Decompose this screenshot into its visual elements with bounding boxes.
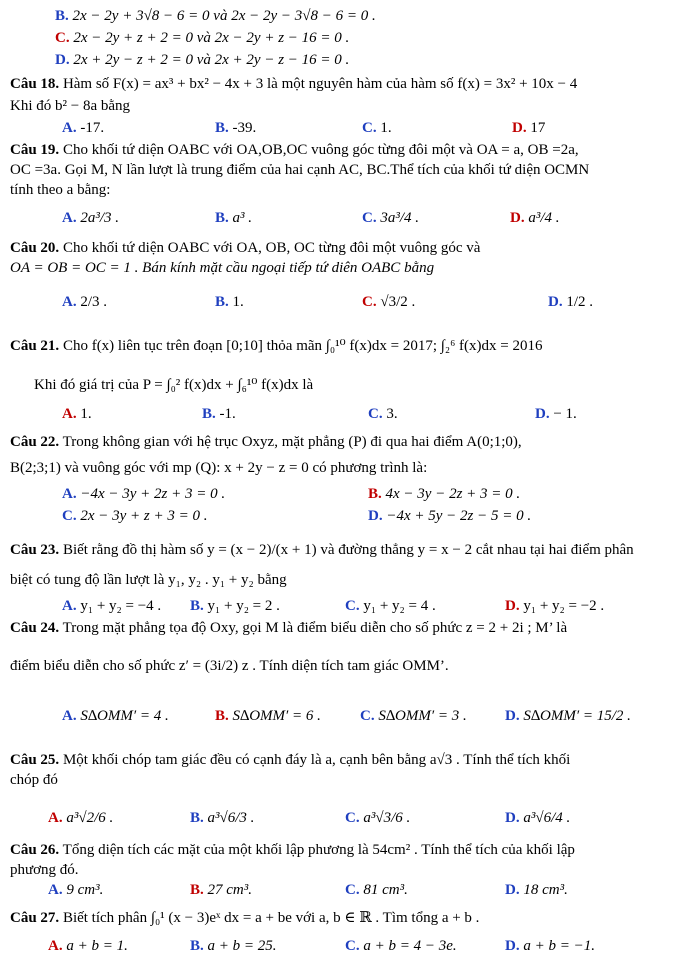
option-label: C. <box>360 708 375 724</box>
question-number: Câu 24. <box>10 620 60 636</box>
q24-option-b[interactable] <box>215 706 321 726</box>
question-number: Câu 20. <box>10 240 60 256</box>
q21-option-a[interactable] <box>62 404 92 424</box>
option-label: A. <box>62 486 77 502</box>
prev-option-c <box>55 28 349 48</box>
prev-option-d <box>55 50 349 70</box>
option-label: B. <box>190 938 204 954</box>
question-text: Cho f(x) liên tục trên đoạn [0;10] thỏa mãn ∫₀¹⁰ f(x)dx = 2017; ∫₂⁶ f(x)dx = 2016 <box>62 338 543 354</box>
option-label: C. <box>345 882 360 898</box>
option-label: C. <box>368 406 383 422</box>
option-text: a³√6/3 . <box>207 810 255 826</box>
q24-option-a[interactable] <box>62 706 169 726</box>
question-26 <box>10 840 575 860</box>
option-text: −4x + 5y − 2z − 5 = 0 . <box>386 508 532 524</box>
option-label: D. <box>535 406 550 422</box>
question-19-line2: OC =3a. Gọi M, N lần lượt là trung điểm của hai cạnh AC, BC.Thể tích của khối tứ diện OCMN <box>10 162 590 178</box>
option-text: 1/2 . <box>566 294 594 310</box>
option-label: B. <box>215 120 229 136</box>
question-24-line2: điểm biểu diễn cho số phức z′ = (3i/2) z . Tính diện tích tam giác OMM’. <box>10 658 449 674</box>
option-label: D. <box>505 598 520 614</box>
option-label: D. <box>368 508 383 524</box>
question-23-line2: biệt có tung độ lần lượt là y₁, y₂ . y₁ + y₂ bằng <box>10 572 287 588</box>
option-text: 3a³/4 . <box>380 210 420 226</box>
option-label: D. <box>55 52 70 68</box>
question-text: Tổng diện tích các mặt của một khối lập phương là 54cm² . Tính thể tích của khối lập <box>62 842 575 858</box>
option-text: S∆OMM′ = 15/2 . <box>523 708 631 724</box>
option-label: C. <box>345 938 360 954</box>
q19-option-a[interactable] <box>62 208 119 228</box>
option-text: a + b = 25. <box>207 938 277 954</box>
question-19-line3: tính theo a bằng: <box>10 182 111 198</box>
question-22 <box>10 432 522 452</box>
q27-option-a[interactable] <box>48 936 128 956</box>
option-text: a + b = 1. <box>66 938 128 954</box>
option-label: A. <box>62 210 77 226</box>
option-label: C. <box>362 120 377 136</box>
option-label: A. <box>62 294 77 310</box>
option-label: B. <box>190 810 204 826</box>
question-22-line2: B(2;3;1) và vuông góc với mp (Q): x + 2y − z = 0 có phương trình là: <box>10 460 428 476</box>
q26-option-c[interactable] <box>345 880 408 900</box>
option-label: B. <box>215 210 229 226</box>
q21-option-b[interactable] <box>202 404 236 424</box>
option-text: 27 cm³. <box>207 882 253 898</box>
question-text: Một khối chóp tam giác đều có cạnh đáy là a, cạnh bên bằng a√3 . Tính thể tích khối <box>62 752 571 768</box>
q22-option-d[interactable] <box>368 506 531 526</box>
option-text: y₁ + y₂ = −2 . <box>523 598 605 614</box>
option-label: A. <box>62 406 77 422</box>
option-label: B. <box>368 486 382 502</box>
question-18 <box>10 74 577 94</box>
option-text: y₁ + y₂ = 4 . <box>363 598 436 614</box>
option-label: D. <box>505 938 520 954</box>
option-label: B. <box>215 708 229 724</box>
option-text: a³√2/6 . <box>66 810 114 826</box>
question-21-line2: Khi đó giá trị của P = ∫₀² f(x)dx + ∫₆¹⁰ f(x)dx là <box>34 377 314 393</box>
option-label: C. <box>55 30 70 46</box>
question-20 <box>10 238 480 258</box>
question-text: Biết tích phân ∫₀¹ (x − 3)eˣ dx = a + be với a, b ∈ ℝ . Tìm tổng a + b . <box>62 910 480 926</box>
question-19 <box>10 140 579 160</box>
option-text: 2x + 2y − z + 2 = 0 và 2x + 2y − z − 16 = 0 . <box>73 52 350 68</box>
option-text: 1. <box>380 120 392 136</box>
q23-option-c[interactable] <box>345 596 436 616</box>
option-text: − 1. <box>553 406 577 422</box>
question-text: Trong mặt phẳng tọa độ Oxy, gọi M là điểm biểu diễn cho số phức z = 2 + 2i ; M’ là <box>62 620 568 636</box>
q18-option-d[interactable] <box>512 118 545 138</box>
option-text: 4x − 3y − 2z + 3 = 0 . <box>385 486 521 502</box>
option-text: 2x − 3y + z + 3 = 0 . <box>80 508 208 524</box>
question-18-line2: Khi đó b² − 8a bằng <box>10 98 131 114</box>
option-text: 3. <box>386 406 398 422</box>
option-label: A. <box>62 120 77 136</box>
option-text: S∆OMM′ = 4 . <box>80 708 169 724</box>
question-text: Cho khối tứ diện OABC với OA, OB, OC từng đôi một vuông góc và <box>62 240 481 256</box>
option-label: C. <box>345 810 360 826</box>
option-label: A. <box>62 598 77 614</box>
option-label: B. <box>190 598 204 614</box>
option-text: 2/3 . <box>80 294 108 310</box>
option-text: S∆OMM′ = 3 . <box>378 708 467 724</box>
option-text: y₁ + y₂ = −4 . <box>80 598 162 614</box>
question-number: Câu 21. <box>10 338 60 354</box>
option-label: C. <box>345 598 360 614</box>
question-25-line2: chóp đó <box>10 772 58 788</box>
question-number: Câu 23. <box>10 542 60 558</box>
question-number: Câu 25. <box>10 752 60 768</box>
option-label: A. <box>48 810 63 826</box>
option-label: B. <box>215 294 229 310</box>
question-text: Biết rằng đồ thị hàm số y = (x − 2)/(x + 1) và đường thẳng y = x − 2 cắt nhau tại hai điểm phân <box>62 542 634 558</box>
option-text: 1. <box>232 294 244 310</box>
q25-option-b[interactable] <box>190 808 254 828</box>
option-label: D. <box>512 120 527 136</box>
q22-option-b[interactable] <box>368 484 520 504</box>
option-text: a + b = 4 − 3e. <box>363 938 457 954</box>
option-label: A. <box>48 938 63 954</box>
option-label: D. <box>505 708 520 724</box>
option-text: a³√3/6 . <box>363 810 411 826</box>
question-text: Cho khối tứ diện OABC với OA,OB,OC vuông góc từng đôi một và OA = a, OB =2a, <box>62 142 579 158</box>
question-text: Hàm số F(x) = ax³ + bx² − 4x + 3 là một nguyên hàm của hàm số f(x) = 3x² + 10x − 4 <box>62 76 578 92</box>
q24-option-c[interactable] <box>360 706 467 726</box>
option-text: 81 cm³. <box>363 882 408 898</box>
option-label: C. <box>362 294 377 310</box>
q20-option-d[interactable] <box>548 292 593 312</box>
option-text: -17. <box>80 120 105 136</box>
option-label: B. <box>202 406 216 422</box>
option-label: A. <box>48 882 63 898</box>
option-label: D. <box>505 882 520 898</box>
q23-option-a[interactable] <box>62 596 161 616</box>
question-23 <box>10 540 634 560</box>
option-text: −4x − 3y + 2z + 3 = 0 . <box>80 486 226 502</box>
q26-option-d[interactable] <box>505 880 568 900</box>
option-label: B. <box>55 8 69 24</box>
option-text: a³ . <box>232 210 253 226</box>
option-text: 2x − 2y + 3√8 − 6 = 0 và 2x − 2y − 3√8 − 6 = 0 . <box>72 8 376 24</box>
q23-option-b[interactable] <box>190 596 280 616</box>
option-text: a³√6/4 . <box>523 810 571 826</box>
q23-option-d[interactable] <box>505 596 604 616</box>
option-label: D. <box>510 210 525 226</box>
q24-option-d[interactable] <box>505 706 631 726</box>
option-label: C. <box>362 210 377 226</box>
option-text: y₁ + y₂ = 2 . <box>207 598 280 614</box>
option-text: 18 cm³. <box>523 882 568 898</box>
question-25 <box>10 750 570 770</box>
question-number: Câu 19. <box>10 142 60 158</box>
option-text: 9 cm³. <box>66 882 104 898</box>
option-label: C. <box>62 508 77 524</box>
q27-option-d[interactable] <box>505 936 595 956</box>
q21-option-c[interactable] <box>368 404 398 424</box>
q27-option-b[interactable] <box>190 936 277 956</box>
q25-option-a[interactable] <box>48 808 113 828</box>
q25-option-c[interactable] <box>345 808 410 828</box>
q20-option-c[interactable] <box>362 292 415 312</box>
q26-option-a[interactable] <box>48 880 103 900</box>
q19-option-c[interactable] <box>362 208 419 228</box>
option-text: -39. <box>232 120 257 136</box>
question-27 <box>10 908 479 928</box>
question-text: Trong không gian với hệ trục Oxyz, mặt phẳng (P) đi qua hai điểm A(0;1;0), <box>62 434 522 450</box>
option-text: -1. <box>219 406 236 422</box>
question-number: Câu 18. <box>10 76 60 92</box>
question-number: Câu 27. <box>10 910 60 926</box>
option-label: D. <box>548 294 563 310</box>
option-text: a + b = −1. <box>523 938 595 954</box>
question-24 <box>10 618 567 638</box>
option-label: A. <box>62 708 77 724</box>
option-text: √3/2 . <box>380 294 416 310</box>
question-number: Câu 22. <box>10 434 60 450</box>
q18-option-c[interactable] <box>362 118 392 138</box>
q25-option-d[interactable] <box>505 808 570 828</box>
q27-option-c[interactable] <box>345 936 457 956</box>
option-text: 1. <box>80 406 92 422</box>
option-text: 17 <box>530 120 546 136</box>
question-20-line2: OA = OB = OC = 1 . Bán kính mặt cầu ngoại tiếp tứ diên OABC bằng <box>10 260 435 276</box>
q18-option-a[interactable] <box>62 118 104 138</box>
prev-option-b <box>55 6 376 26</box>
q19-option-b[interactable] <box>215 208 252 228</box>
q22-option-a[interactable] <box>62 484 225 504</box>
question-26-line2: phương đó. <box>10 862 79 878</box>
q18-option-b[interactable] <box>215 118 256 138</box>
option-text: S∆OMM′ = 6 . <box>232 708 321 724</box>
q22-option-c[interactable] <box>62 506 208 526</box>
question-21 <box>10 336 543 356</box>
option-label: B. <box>190 882 204 898</box>
q21-option-d[interactable] <box>535 404 577 424</box>
q19-option-d[interactable] <box>510 208 560 228</box>
option-label: D. <box>505 810 520 826</box>
q26-option-b[interactable] <box>190 880 252 900</box>
option-text: 2a³/3 . <box>80 210 120 226</box>
q20-option-a[interactable] <box>62 292 107 312</box>
option-text: 2x − 2y + z + 2 = 0 và 2x − 2y + z − 16 = 0 . <box>73 30 350 46</box>
question-number: Câu 26. <box>10 842 60 858</box>
option-text: a³/4 . <box>528 210 560 226</box>
q20-option-b[interactable] <box>215 292 244 312</box>
